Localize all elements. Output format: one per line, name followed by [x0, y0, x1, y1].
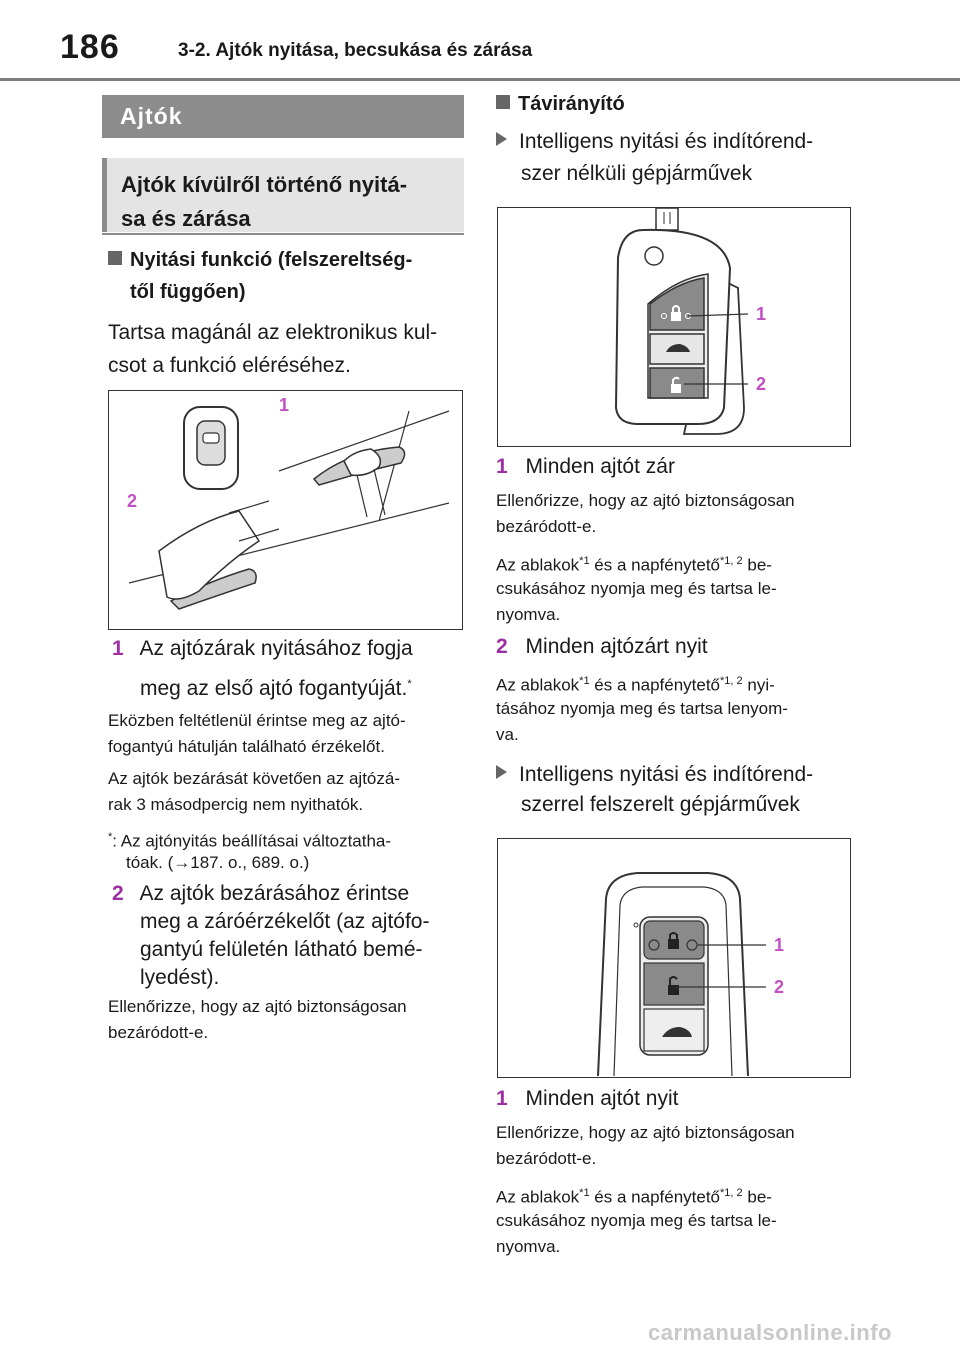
b1-note2-post: be- [742, 1187, 772, 1207]
a2-note1-pre: Az ablakok [496, 675, 580, 695]
a1-note2-sup2: *1, 2 [720, 555, 743, 567]
unlock-button [650, 368, 704, 398]
a2-number: 2 [496, 635, 508, 658]
b1-note2-line2: csukásához nyomja meg és tartsa le- [496, 1211, 777, 1230]
step2-line2: meg a záróérzékelőt (az ajtófo- [140, 910, 430, 933]
sub1-line1: Intelligens nyitási és indítórend- [519, 130, 814, 153]
step2-line3: gantyú felületén látható bemé- [140, 938, 423, 961]
a1-note2-mid: és a napfénytető [589, 555, 721, 575]
subsection-title-line1: Ajtók kívülről történő nyitá- [121, 172, 408, 197]
step2-note-line2: bezáródott-e. [108, 1023, 209, 1042]
lock-icon [671, 312, 681, 321]
square-bullet-icon [496, 95, 510, 109]
door-handle-illustration [109, 391, 461, 628]
b1-note2-line1 [496, 1180, 772, 1211]
b1-note2-mid: és a napfénytető [589, 1187, 721, 1207]
a1-note2-pre: Az ablakok [496, 555, 580, 575]
heading-remote [496, 88, 625, 120]
a1-note1-line1: Ellenőrizze, hogy az ajtó biztonságosan [496, 491, 795, 510]
step1-line2-wrap [140, 668, 412, 705]
a2-note1-line1 [496, 668, 775, 699]
watermark: carmanualsonline.info [648, 1320, 892, 1345]
step1-note1-line1: Eközben feltétlenül érintse meg az ajtó- [108, 711, 406, 730]
a2-note1-line3: va. [496, 725, 519, 744]
sub2-line2: szerrel felszerelt gépjárművek [521, 793, 800, 816]
step1-note1-line2: fogantyú hátulján található érzékelőt. [108, 737, 385, 756]
triangle-bullet-icon [496, 132, 507, 146]
subsection-title [102, 158, 464, 232]
page-number: 186 [60, 28, 120, 66]
step1-number: 1 [112, 637, 124, 660]
header-rule [0, 78, 960, 81]
subsection-title-line2: sa és zárása [121, 206, 251, 231]
fig2-label-1: 1 [774, 935, 785, 955]
chapter-title: 3-2. Ajtók nyitása, becsukása és zárása [178, 40, 533, 61]
triangle-bullet-icon [496, 765, 507, 779]
a2-note1-line2: tásához nyomja meg és tartsa lenyom- [496, 699, 788, 718]
footnote-mark: * [108, 831, 113, 843]
b1-note1-line1: Ellenőrizze, hogy az ajtó biztonságosan [496, 1123, 795, 1142]
fig2-label-2: 2 [774, 977, 785, 997]
b1-text: Minden ajtót nyit [525, 1087, 679, 1110]
item-a2 [496, 630, 708, 663]
a2-note1-mid: és a napfénytető [589, 675, 721, 695]
sub2-line1-wrap [496, 758, 813, 791]
step2-number: 2 [112, 882, 124, 905]
sub2-line1: Intelligens nyitási és indítórend- [519, 763, 814, 786]
a1-note1-line2: bezáródott-e. [496, 517, 597, 536]
step2-line4: lyedést). [140, 966, 220, 989]
smart-key-illustration [498, 839, 849, 1076]
a1-note2-post: be- [742, 555, 772, 575]
unlock-button [644, 963, 704, 1005]
step1-line1: Az ajtózárak nyitásához fogja [139, 637, 413, 660]
figure-label-1: 1 [279, 395, 290, 415]
section-title: Ajtók [102, 95, 464, 138]
a2-note1-sup2: *1, 2 [720, 675, 743, 687]
lock-icon [668, 939, 679, 949]
step1-note2-line1: Az ajtók bezárását követően az ajtózá- [108, 769, 400, 788]
remote-key-illustration [498, 208, 849, 445]
subsection-underline [102, 233, 464, 235]
fig1-label-2: 2 [756, 374, 767, 394]
heading-line2: től függően) [130, 281, 246, 303]
remote-key-figure [497, 207, 851, 447]
a2-text: Minden ajtózárt nyit [525, 635, 708, 658]
step2-note-line1: Ellenőrizze, hogy az ajtó biztonságosan [108, 997, 407, 1016]
a1-text: Minden ajtót zár [525, 455, 675, 478]
heading-line1: Nyitási funkció (felszereltség- [130, 249, 413, 271]
a1-note2-sup1: *1 [579, 555, 590, 567]
step1 [112, 632, 413, 665]
a1-number: 1 [496, 455, 508, 478]
item-b1 [496, 1082, 678, 1115]
b1-note1-line2: bezáródott-e. [496, 1149, 597, 1168]
step1-line2: meg az első ajtó fogantyúját. [140, 677, 408, 700]
step1-footnote-mark: * [407, 678, 412, 690]
b1-number: 1 [496, 1087, 508, 1110]
a1-note2-line2: csukásához nyomja meg és tartsa le- [496, 579, 777, 598]
footnote-line2: tóak. (→187. o., 689. o.) [126, 853, 310, 872]
smart-key-figure [497, 838, 851, 1078]
item-a1 [496, 450, 675, 483]
sub1-line2: szer nélküli gépjárművek [521, 162, 753, 185]
a1-note2-line1 [496, 548, 772, 579]
a1-note2-line3: nyomva. [496, 605, 561, 624]
b1-note2-sup1: *1 [579, 1187, 590, 1199]
square-bullet-icon [108, 251, 122, 265]
intro-line1: Tartsa magánál az elektronikus kul- [108, 321, 438, 344]
unlock-icon [671, 384, 681, 393]
b1-note2-sup2: *1, 2 [720, 1187, 743, 1199]
step1-note2-line2: rak 3 másodpercig nem nyithatók. [108, 795, 364, 814]
step2 [112, 880, 409, 908]
door-handle-figure [108, 390, 463, 630]
step2-line1: Az ajtók bezárásához érintse [139, 882, 410, 905]
sub1-line1-wrap [496, 125, 813, 158]
intro-line2: csot a funkció eléréséhez. [108, 354, 351, 377]
b1-note2-line3: nyomva. [496, 1237, 561, 1256]
b1-note2-pre: Az ablakok [496, 1187, 580, 1207]
heading-open-function [108, 244, 412, 276]
a2-note1-post: nyi- [742, 675, 775, 695]
fig1-label-1: 1 [756, 304, 767, 324]
figure-label-2: 2 [127, 491, 138, 511]
heading-remote-text: Távirányító [518, 93, 625, 115]
footnote-line1: : Az ajtónyitás beállításai változtatha- [112, 831, 392, 851]
a2-note1-sup1: *1 [579, 675, 590, 687]
